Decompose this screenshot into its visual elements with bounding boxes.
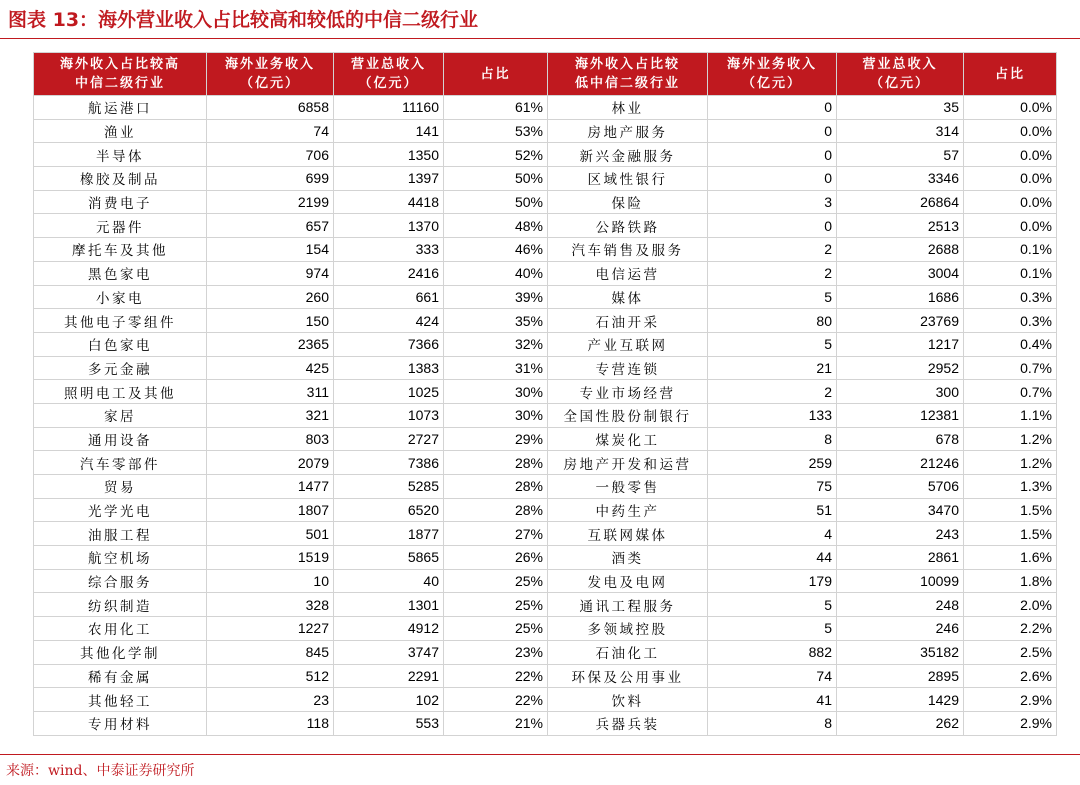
- table-row: [34, 498, 1057, 522]
- table-row: [34, 332, 1057, 356]
- high-share-cell: 46%: [444, 238, 548, 262]
- high-industry-cell: 汽车零部件: [34, 451, 207, 475]
- low-total-revenue-cell: 2688: [837, 238, 964, 262]
- high-overseas-revenue-cell: 150: [207, 309, 334, 333]
- low-overseas-revenue-cell: 0: [708, 167, 837, 191]
- high-overseas-revenue-cell: 23: [207, 688, 334, 712]
- low-share-cell: 2.6%: [964, 664, 1057, 688]
- high-total-revenue-cell: 1877: [334, 522, 444, 546]
- high-share-cell: 35%: [444, 309, 548, 333]
- low-overseas-revenue-cell: 0: [708, 96, 837, 120]
- low-industry-cell: 媒体: [548, 285, 708, 309]
- low-industry-cell: 产业互联网: [548, 332, 708, 356]
- high-share-cell: 50%: [444, 190, 548, 214]
- header-low-share: 占比: [964, 53, 1057, 96]
- high-overseas-revenue-cell: 311: [207, 380, 334, 404]
- high-share-cell: 53%: [444, 119, 548, 143]
- low-share-cell: 0.4%: [964, 332, 1057, 356]
- low-overseas-revenue-cell: 44: [708, 546, 837, 570]
- table-row: [34, 711, 1057, 735]
- low-industry-cell: 保险: [548, 190, 708, 214]
- low-overseas-revenue-cell: 0: [708, 214, 837, 238]
- low-total-revenue-cell: 5706: [837, 475, 964, 499]
- low-total-revenue-cell: 248: [837, 593, 964, 617]
- table-row: [34, 451, 1057, 475]
- high-share-cell: 32%: [444, 332, 548, 356]
- high-share-cell: 50%: [444, 167, 548, 191]
- low-share-cell: 0.0%: [964, 143, 1057, 167]
- high-total-revenue-cell: 11160: [334, 96, 444, 120]
- footer-divider: [0, 754, 1080, 755]
- low-total-revenue-cell: 1686: [837, 285, 964, 309]
- low-overseas-revenue-cell: 133: [708, 403, 837, 427]
- high-overseas-revenue-cell: 699: [207, 167, 334, 191]
- low-industry-cell: 发电及电网: [548, 569, 708, 593]
- table-row: [34, 640, 1057, 664]
- low-share-cell: 0.1%: [964, 238, 1057, 262]
- high-total-revenue-cell: 141: [334, 119, 444, 143]
- low-total-revenue-cell: 35182: [837, 640, 964, 664]
- low-industry-cell: 房地产开发和运营: [548, 451, 708, 475]
- low-industry-cell: 一般零售: [548, 475, 708, 499]
- low-total-revenue-cell: 300: [837, 380, 964, 404]
- low-total-revenue-cell: 2952: [837, 356, 964, 380]
- high-total-revenue-cell: 1350: [334, 143, 444, 167]
- high-overseas-revenue-cell: 74: [207, 119, 334, 143]
- low-overseas-revenue-cell: 5: [708, 285, 837, 309]
- table-row: [34, 617, 1057, 641]
- low-share-cell: 0.7%: [964, 380, 1057, 404]
- high-overseas-revenue-cell: 2079: [207, 451, 334, 475]
- low-overseas-revenue-cell: 74: [708, 664, 837, 688]
- high-share-cell: 30%: [444, 403, 548, 427]
- high-overseas-revenue-cell: 2365: [207, 332, 334, 356]
- high-total-revenue-cell: 5285: [334, 475, 444, 499]
- table-row: [34, 167, 1057, 191]
- high-total-revenue-cell: 2416: [334, 261, 444, 285]
- high-industry-cell: 白色家电: [34, 332, 207, 356]
- low-overseas-revenue-cell: 41: [708, 688, 837, 712]
- high-share-cell: 25%: [444, 593, 548, 617]
- table-row: [34, 475, 1057, 499]
- low-industry-cell: 互联网媒体: [548, 522, 708, 546]
- low-industry-cell: 全国性股份制银行: [548, 403, 708, 427]
- low-industry-cell: 石油开采: [548, 309, 708, 333]
- low-share-cell: 0.0%: [964, 214, 1057, 238]
- low-share-cell: 2.2%: [964, 617, 1057, 641]
- low-share-cell: 2.9%: [964, 711, 1057, 735]
- high-total-revenue-cell: 1301: [334, 593, 444, 617]
- high-share-cell: 25%: [444, 569, 548, 593]
- low-overseas-revenue-cell: 259: [708, 451, 837, 475]
- table-row: [34, 261, 1057, 285]
- high-total-revenue-cell: 661: [334, 285, 444, 309]
- low-industry-cell: 中药生产: [548, 498, 708, 522]
- low-total-revenue-cell: 246: [837, 617, 964, 641]
- high-overseas-revenue-cell: 706: [207, 143, 334, 167]
- low-overseas-revenue-cell: 21: [708, 356, 837, 380]
- low-overseas-revenue-cell: 5: [708, 593, 837, 617]
- high-share-cell: 28%: [444, 498, 548, 522]
- high-industry-cell: 专用材料: [34, 711, 207, 735]
- high-overseas-revenue-cell: 6858: [207, 96, 334, 120]
- table-row: [34, 427, 1057, 451]
- title-divider: [0, 38, 1080, 39]
- high-share-cell: 23%: [444, 640, 548, 664]
- header-low-industry: 海外收入占比较 低中信二级行业: [548, 53, 708, 96]
- low-total-revenue-cell: 1217: [837, 332, 964, 356]
- high-industry-cell: 航运港口: [34, 96, 207, 120]
- low-industry-cell: 专业市场经营: [548, 380, 708, 404]
- low-overseas-revenue-cell: 8: [708, 711, 837, 735]
- table-row: [34, 356, 1057, 380]
- low-total-revenue-cell: 2861: [837, 546, 964, 570]
- high-share-cell: 28%: [444, 451, 548, 475]
- industry-revenue-table: [33, 52, 1057, 736]
- high-total-revenue-cell: 6520: [334, 498, 444, 522]
- high-share-cell: 48%: [444, 214, 548, 238]
- low-total-revenue-cell: 1429: [837, 688, 964, 712]
- high-share-cell: 31%: [444, 356, 548, 380]
- high-overseas-revenue-cell: 1807: [207, 498, 334, 522]
- low-share-cell: 1.3%: [964, 475, 1057, 499]
- table-row: [34, 688, 1057, 712]
- low-industry-cell: 区域性银行: [548, 167, 708, 191]
- table-body: [34, 96, 1057, 736]
- low-industry-cell: 多领域控股: [548, 617, 708, 641]
- high-share-cell: 40%: [444, 261, 548, 285]
- low-total-revenue-cell: 314: [837, 119, 964, 143]
- table-row: [34, 593, 1057, 617]
- table-row: [34, 546, 1057, 570]
- high-total-revenue-cell: 2727: [334, 427, 444, 451]
- low-share-cell: 2.9%: [964, 688, 1057, 712]
- high-industry-cell: 消费电子: [34, 190, 207, 214]
- header-low-overseas-revenue: 海外业务收入 （亿元）: [708, 53, 837, 96]
- high-total-revenue-cell: 102: [334, 688, 444, 712]
- table-row: [34, 96, 1057, 120]
- low-overseas-revenue-cell: 75: [708, 475, 837, 499]
- low-share-cell: 0.0%: [964, 190, 1057, 214]
- low-overseas-revenue-cell: 51: [708, 498, 837, 522]
- high-industry-cell: 渔业: [34, 119, 207, 143]
- high-total-revenue-cell: 553: [334, 711, 444, 735]
- low-share-cell: 1.2%: [964, 427, 1057, 451]
- high-total-revenue-cell: 1025: [334, 380, 444, 404]
- low-total-revenue-cell: 3004: [837, 261, 964, 285]
- high-total-revenue-cell: 1073: [334, 403, 444, 427]
- low-share-cell: 1.5%: [964, 522, 1057, 546]
- high-industry-cell: 元器件: [34, 214, 207, 238]
- table-row: [34, 119, 1057, 143]
- high-industry-cell: 橡胶及制品: [34, 167, 207, 191]
- low-total-revenue-cell: 2895: [837, 664, 964, 688]
- low-industry-cell: 专营连锁: [548, 356, 708, 380]
- high-overseas-revenue-cell: 1227: [207, 617, 334, 641]
- high-industry-cell: 其他轻工: [34, 688, 207, 712]
- low-overseas-revenue-cell: 80: [708, 309, 837, 333]
- low-industry-cell: 林业: [548, 96, 708, 120]
- low-industry-cell: 酒类: [548, 546, 708, 570]
- table-row: [34, 214, 1057, 238]
- table-row: [34, 190, 1057, 214]
- low-overseas-revenue-cell: 5: [708, 617, 837, 641]
- high-overseas-revenue-cell: 321: [207, 403, 334, 427]
- header-low-total-revenue: 营业总收入 （亿元）: [837, 53, 964, 96]
- header-high-total-revenue: 营业总收入 （亿元）: [334, 53, 444, 96]
- low-overseas-revenue-cell: 882: [708, 640, 837, 664]
- header-high-share: 占比: [444, 53, 548, 96]
- low-overseas-revenue-cell: 0: [708, 119, 837, 143]
- low-total-revenue-cell: 262: [837, 711, 964, 735]
- high-industry-cell: 通用设备: [34, 427, 207, 451]
- figure-title: 图表 13：海外营业收入占比较高和较低的中信二级行业: [8, 9, 479, 31]
- low-industry-cell: 通讯工程服务: [548, 593, 708, 617]
- high-industry-cell: 油服工程: [34, 522, 207, 546]
- table-row: [34, 309, 1057, 333]
- low-overseas-revenue-cell: 3: [708, 190, 837, 214]
- high-overseas-revenue-cell: 512: [207, 664, 334, 688]
- high-share-cell: 27%: [444, 522, 548, 546]
- low-share-cell: 0.7%: [964, 356, 1057, 380]
- high-share-cell: 21%: [444, 711, 548, 735]
- high-share-cell: 26%: [444, 546, 548, 570]
- low-share-cell: 1.5%: [964, 498, 1057, 522]
- low-overseas-revenue-cell: 2: [708, 380, 837, 404]
- high-industry-cell: 贸易: [34, 475, 207, 499]
- high-overseas-revenue-cell: 154: [207, 238, 334, 262]
- high-total-revenue-cell: 3747: [334, 640, 444, 664]
- low-industry-cell: 兵器兵装: [548, 711, 708, 735]
- high-industry-cell: 光学光电: [34, 498, 207, 522]
- low-total-revenue-cell: 26864: [837, 190, 964, 214]
- high-industry-cell: 黑色家电: [34, 261, 207, 285]
- low-total-revenue-cell: 12381: [837, 403, 964, 427]
- high-industry-cell: 摩托车及其他: [34, 238, 207, 262]
- high-total-revenue-cell: 4418: [334, 190, 444, 214]
- high-overseas-revenue-cell: 10: [207, 569, 334, 593]
- low-overseas-revenue-cell: 8: [708, 427, 837, 451]
- table-row: [34, 403, 1057, 427]
- high-total-revenue-cell: 1397: [334, 167, 444, 191]
- table-row: [34, 380, 1057, 404]
- low-total-revenue-cell: 3470: [837, 498, 964, 522]
- low-share-cell: 0.0%: [964, 167, 1057, 191]
- low-share-cell: 0.0%: [964, 96, 1057, 120]
- high-share-cell: 25%: [444, 617, 548, 641]
- high-overseas-revenue-cell: 118: [207, 711, 334, 735]
- low-industry-cell: 煤炭化工: [548, 427, 708, 451]
- high-industry-cell: 半导体: [34, 143, 207, 167]
- header-high-overseas-revenue: 海外业务收入 （亿元）: [207, 53, 334, 96]
- low-share-cell: 2.5%: [964, 640, 1057, 664]
- high-overseas-revenue-cell: 425: [207, 356, 334, 380]
- high-total-revenue-cell: 2291: [334, 664, 444, 688]
- table-row: [34, 664, 1057, 688]
- high-total-revenue-cell: 333: [334, 238, 444, 262]
- high-overseas-revenue-cell: 2199: [207, 190, 334, 214]
- low-total-revenue-cell: 21246: [837, 451, 964, 475]
- low-industry-cell: 公路铁路: [548, 214, 708, 238]
- high-overseas-revenue-cell: 974: [207, 261, 334, 285]
- high-overseas-revenue-cell: 501: [207, 522, 334, 546]
- high-share-cell: 22%: [444, 664, 548, 688]
- low-total-revenue-cell: 10099: [837, 569, 964, 593]
- high-industry-cell: 其他电子零组件: [34, 309, 207, 333]
- low-industry-cell: 电信运营: [548, 261, 708, 285]
- low-overseas-revenue-cell: 5: [708, 332, 837, 356]
- high-overseas-revenue-cell: 845: [207, 640, 334, 664]
- low-share-cell: 0.3%: [964, 309, 1057, 333]
- low-total-revenue-cell: 57: [837, 143, 964, 167]
- table-row: [34, 238, 1057, 262]
- high-share-cell: 29%: [444, 427, 548, 451]
- low-share-cell: 1.1%: [964, 403, 1057, 427]
- low-industry-cell: 汽车销售及服务: [548, 238, 708, 262]
- low-share-cell: 1.6%: [964, 546, 1057, 570]
- low-total-revenue-cell: 678: [837, 427, 964, 451]
- low-overseas-revenue-cell: 2: [708, 261, 837, 285]
- high-industry-cell: 家居: [34, 403, 207, 427]
- high-total-revenue-cell: 7386: [334, 451, 444, 475]
- low-industry-cell: 新兴金融服务: [548, 143, 708, 167]
- low-share-cell: 0.1%: [964, 261, 1057, 285]
- low-total-revenue-cell: 3346: [837, 167, 964, 191]
- high-total-revenue-cell: 424: [334, 309, 444, 333]
- high-industry-cell: 航空机场: [34, 546, 207, 570]
- high-overseas-revenue-cell: 1519: [207, 546, 334, 570]
- high-industry-cell: 纺织制造: [34, 593, 207, 617]
- low-total-revenue-cell: 2513: [837, 214, 964, 238]
- low-overseas-revenue-cell: 0: [708, 143, 837, 167]
- high-total-revenue-cell: 7366: [334, 332, 444, 356]
- high-overseas-revenue-cell: 260: [207, 285, 334, 309]
- high-industry-cell: 农用化工: [34, 617, 207, 641]
- low-share-cell: 1.2%: [964, 451, 1057, 475]
- high-industry-cell: 综合服务: [34, 569, 207, 593]
- high-share-cell: 30%: [444, 380, 548, 404]
- low-industry-cell: 饮料: [548, 688, 708, 712]
- low-total-revenue-cell: 35: [837, 96, 964, 120]
- low-industry-cell: 环保及公用事业: [548, 664, 708, 688]
- low-total-revenue-cell: 23769: [837, 309, 964, 333]
- low-overseas-revenue-cell: 179: [708, 569, 837, 593]
- low-overseas-revenue-cell: 2: [708, 238, 837, 262]
- high-share-cell: 28%: [444, 475, 548, 499]
- table-row: [34, 569, 1057, 593]
- table-row: [34, 143, 1057, 167]
- high-industry-cell: 其他化学制: [34, 640, 207, 664]
- table-row: [34, 285, 1057, 309]
- high-overseas-revenue-cell: 1477: [207, 475, 334, 499]
- low-industry-cell: 房地产服务: [548, 119, 708, 143]
- high-share-cell: 61%: [444, 96, 548, 120]
- low-share-cell: 1.8%: [964, 569, 1057, 593]
- high-share-cell: 52%: [444, 143, 548, 167]
- low-overseas-revenue-cell: 4: [708, 522, 837, 546]
- table-row: [34, 522, 1057, 546]
- low-industry-cell: 石油化工: [548, 640, 708, 664]
- high-total-revenue-cell: 4912: [334, 617, 444, 641]
- low-share-cell: 2.0%: [964, 593, 1057, 617]
- high-overseas-revenue-cell: 657: [207, 214, 334, 238]
- high-industry-cell: 多元金融: [34, 356, 207, 380]
- high-overseas-revenue-cell: 803: [207, 427, 334, 451]
- high-total-revenue-cell: 40: [334, 569, 444, 593]
- high-total-revenue-cell: 1383: [334, 356, 444, 380]
- high-total-revenue-cell: 1370: [334, 214, 444, 238]
- header-high-industry: 海外收入占比较高 中信二级行业: [34, 53, 207, 96]
- low-share-cell: 0.0%: [964, 119, 1057, 143]
- source-note: 来源：wind、中泰证券研究所: [6, 763, 195, 779]
- high-share-cell: 39%: [444, 285, 548, 309]
- high-share-cell: 22%: [444, 688, 548, 712]
- high-industry-cell: 照明电工及其他: [34, 380, 207, 404]
- low-total-revenue-cell: 243: [837, 522, 964, 546]
- high-total-revenue-cell: 5865: [334, 546, 444, 570]
- table-header-row: [34, 53, 1057, 96]
- high-industry-cell: 稀有金属: [34, 664, 207, 688]
- high-overseas-revenue-cell: 328: [207, 593, 334, 617]
- low-share-cell: 0.3%: [964, 285, 1057, 309]
- high-industry-cell: 小家电: [34, 285, 207, 309]
